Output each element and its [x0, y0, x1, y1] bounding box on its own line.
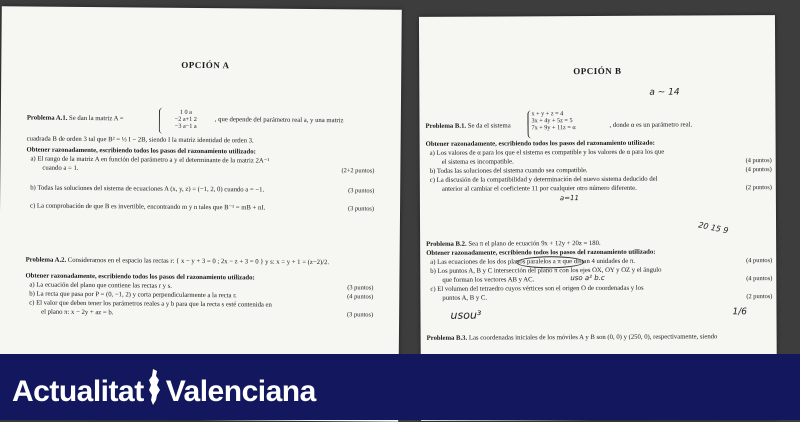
problem-b2-part-b: b) Los puntos A, B y C intersección del plano π con los ejes OX, OY y OZ y el ángulo: [430, 266, 662, 275]
problem-b1-part-c-points: (2 puntos): [745, 184, 772, 192]
problem-b2-part-c: c) El volumen del tetraedro cuyos vértices son el origen O de coordenadas y los: [430, 284, 644, 293]
problem-b2-part-b-cont: que forman los vectores AB y AC.: [442, 276, 535, 284]
problem-a1-part-a-points: (2+2 puntos): [341, 167, 375, 175]
logo-text-left: Actualitat: [12, 375, 144, 408]
option-b-title: OPCIÓN B: [573, 65, 622, 77]
problem-a2-part-a: a) La ecuación del plano que contiene las rectas r y s.: [29, 281, 173, 290]
problem-b2-part-a-points: (4 puntos): [746, 257, 773, 265]
problem-a2-part-c-cont: el plano π: x − 2y + az = b.: [41, 308, 114, 317]
problem-a1-part-c: c) La comprobación de que B es invertible, encontrando m y n tales que B⁻¹ = mB + nI.: [30, 202, 266, 212]
problem-a2-part-a-points: (3 puntos): [347, 284, 374, 292]
problem-b2-part-c-points: (2 puntos): [746, 293, 773, 301]
problem-b2-part-c-cont: puntos A, B y C.: [442, 294, 488, 302]
problem-b1-label: Problema B.1. Se da el sistema: [425, 122, 511, 130]
matrix-a: 1 0 a −2 a+1 2 −3 a−1 a: [174, 108, 197, 130]
problem-b3-label: Problema B.3. Las coordenadas iniciales de los móviles A y B son (0, 0) y (250, 0), respectivamente, siendo: [426, 333, 718, 342]
problem-a2-label: Problema A.2. Consideramos en el espacio las rectas r: { x − y + 3 = 0 ; 2x − z + 3 = 0 } y s: x = y + 1 = (z−2)/2.: [25, 256, 330, 267]
problem-a2-part-b-points: (4 puntos): [347, 293, 374, 301]
problem-b1-part-a-points: (4 puntos): [745, 157, 772, 165]
equation-system: x + y + z = 4 3x + 4y + 5z = 5 7x + 9y + 11z = α: [531, 110, 576, 132]
problem-b2-part-a: a) Las ecuaciones de los dos planos paralelos a π que distan 4 unidades de π.: [430, 257, 635, 266]
problem-a1-part-a: a) El rango de la matriz A en función del parámetro a y el determinante de la matriz 2A⁻¹: [30, 155, 270, 165]
problem-b1-part-b: b) Todas las soluciones del sistema cuando sea compatible.: [429, 167, 588, 175]
problem-a1-part-b: b) Todas las soluciones del sistema de ecuaciones A (x, y, z) = (−1, 2, 0) cuando a = −1.: [30, 184, 265, 194]
handwritten-note-mid: uso a² b.c: [570, 273, 605, 283]
handwritten-note-bottom: usou³: [450, 308, 482, 322]
problem-a2-part-c-points: (3 puntos): [347, 311, 374, 319]
problem-a2-part-c: c) El valor que deben tener los parámetros reales a y b para que la recta s esté contenida en: [29, 299, 272, 309]
problem-b1-part-b-points: (4 puntos): [745, 166, 772, 174]
problem-b1-part-a-cont: el sistema es incompatible.: [441, 158, 514, 166]
problem-b1-text2: , donde α es un parámetro real.: [609, 121, 693, 129]
problem-a1-label: Problema A.1. Se dan la matriz A =: [26, 114, 124, 123]
problem-b1-part-a: a) Los valores de α para los que el sistema es compatible y los valores de α para los que: [429, 148, 665, 157]
problem-a1-line2: cuadrada B de orden 3 tal que B² = ⅓ I − 2B, siendo I la matriz identidad de orden 3.: [26, 135, 254, 145]
problem-b2-part-b-points: (4 puntos): [746, 275, 773, 283]
problem-a1-text2: , que depende del parámetro real a, y una matriz: [214, 116, 344, 125]
handwritten-fraction: 1/6: [732, 307, 748, 318]
problem-a1-part-c-points: (3 puntos): [347, 205, 375, 213]
problem-b2-label: Problema B.2. Sea π el plano de ecuación 9x + 12y + 20z = 180.: [426, 239, 601, 248]
actualitat-valenciana-logo[interactable]: [12, 368, 316, 409]
valencia-map-icon: [144, 368, 166, 406]
option-a-title: OPCIÓN A: [181, 59, 230, 71]
handwritten-note-b1: a=11: [559, 194, 579, 203]
handwritten-note-top: a ~ 14: [649, 87, 680, 98]
problem-b2-instructions: Obtener razonadamente, escribiendo todos los pasos del razonamiento utilizado:: [426, 248, 656, 257]
problem-b1-instructions: Obtener razonadamente, escribiendo todos los pasos del razonamiento utilizado:: [425, 139, 655, 148]
problem-a1-part-b-points: (3 puntos): [348, 187, 375, 195]
problem-a1-instructions: Obtener razonadamente, escribiendo todos los pasos del razonamiento utilizado:: [26, 146, 256, 156]
logo-text-right: Valenciana: [165, 375, 316, 408]
problem-a2-instructions: Obtener razonadamente, escribiendo todos los pasos del razonamiento utilizado:: [25, 272, 255, 282]
problem-a1-part-a-cont: cuando a = 1.: [42, 164, 79, 172]
problem-b1-part-c: c) La discusión de la compatibilidad y determinación del nuevo sistema deducido del: [429, 175, 658, 184]
problem-b1-part-c-cont: anterior al cambiar el coeficiente 11 por cualquier otro número diferente.: [441, 184, 637, 193]
handwritten-numbers: 20 15 9: [697, 220, 730, 236]
problem-a2-part-b: b) La recta que pasa por P = (0, −1, 2) y corta perpendicularmente a la recta r.: [29, 290, 237, 300]
